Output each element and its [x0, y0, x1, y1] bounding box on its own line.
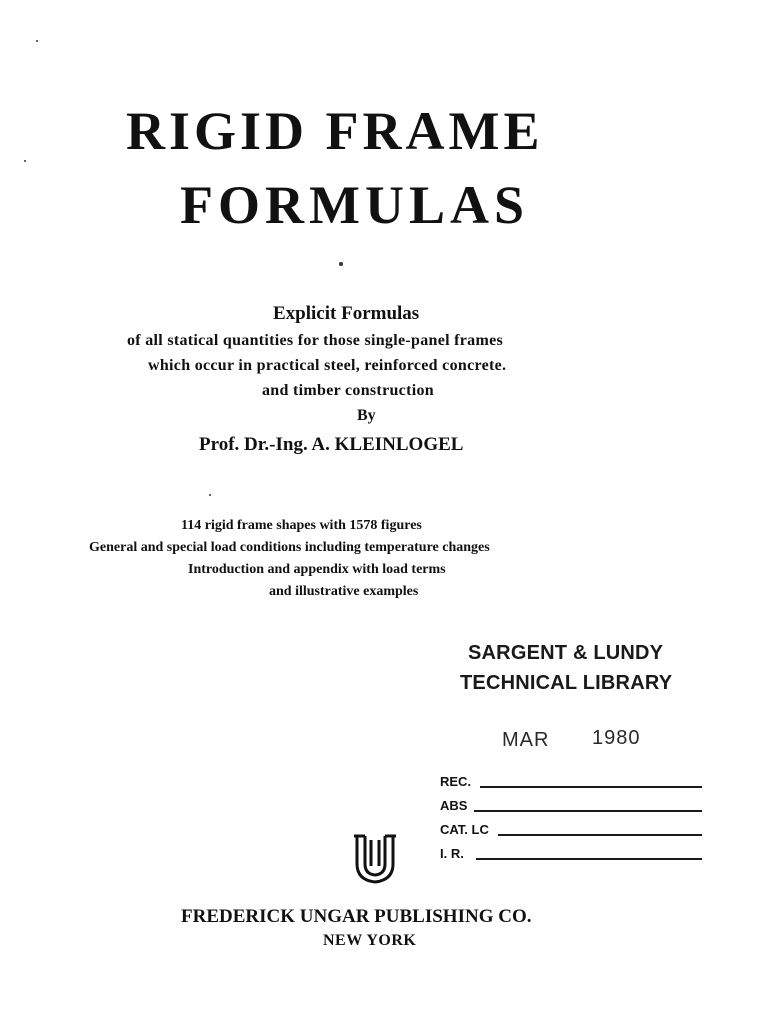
- subtitle-heading: Explicit Formulas: [273, 303, 420, 324]
- stamp-field-rec: [440, 771, 702, 791]
- library-stamp-line-1: SARGENT & LUNDY: [468, 642, 664, 664]
- print-speck: [339, 262, 343, 266]
- stamp-field-label: CAT. LC: [440, 822, 489, 837]
- stamp-field-line: [480, 786, 702, 788]
- by-label: By: [357, 407, 376, 424]
- title-line-1: RIGID FRAME: [126, 101, 544, 161]
- library-stamp-line-2: TECHNICAL LIBRARY: [460, 672, 673, 694]
- stamp-field-cat: [440, 819, 702, 839]
- stamp-field-abs: [440, 795, 702, 815]
- publisher-logo-icon: [351, 832, 399, 886]
- stamp-field-ir: [440, 843, 702, 863]
- stamp-field-label: I. R.: [440, 846, 464, 861]
- stamp-month: MAR: [502, 729, 550, 751]
- author-name: Prof. Dr.-Ing. A. KLEINLOGEL: [199, 434, 464, 455]
- title-line-2: FORMULAS: [180, 175, 529, 235]
- publisher-city: NEW YORK: [323, 932, 417, 949]
- stamp-year: 1980: [592, 727, 641, 749]
- feature-line-4: and illustrative examples: [269, 584, 419, 599]
- feature-line-1: 114 rigid frame shapes with 1578 figures: [181, 518, 422, 533]
- feature-line-2: General and special load conditions including temperature changes: [89, 540, 490, 555]
- stamp-field-line: [474, 810, 702, 812]
- print-speck: [24, 160, 26, 162]
- description-line-1: of all statical quantities for those single-panel frames: [127, 332, 504, 349]
- stamp-field-label: REC.: [440, 774, 472, 789]
- print-speck: [209, 494, 211, 496]
- feature-line-3: Introduction and appendix with load terms: [188, 562, 446, 577]
- description-line-2: which occur in practical steel, reinforced concrete.: [148, 357, 507, 374]
- print-speck: [36, 40, 38, 42]
- stamp-field-line: [476, 858, 702, 860]
- stamp-field-label: ABS: [440, 798, 468, 813]
- publisher-name: FREDERICK UNGAR PUBLISHING CO.: [181, 906, 532, 927]
- stamp-field-line: [498, 834, 702, 836]
- description-line-3: and timber construction: [262, 382, 434, 399]
